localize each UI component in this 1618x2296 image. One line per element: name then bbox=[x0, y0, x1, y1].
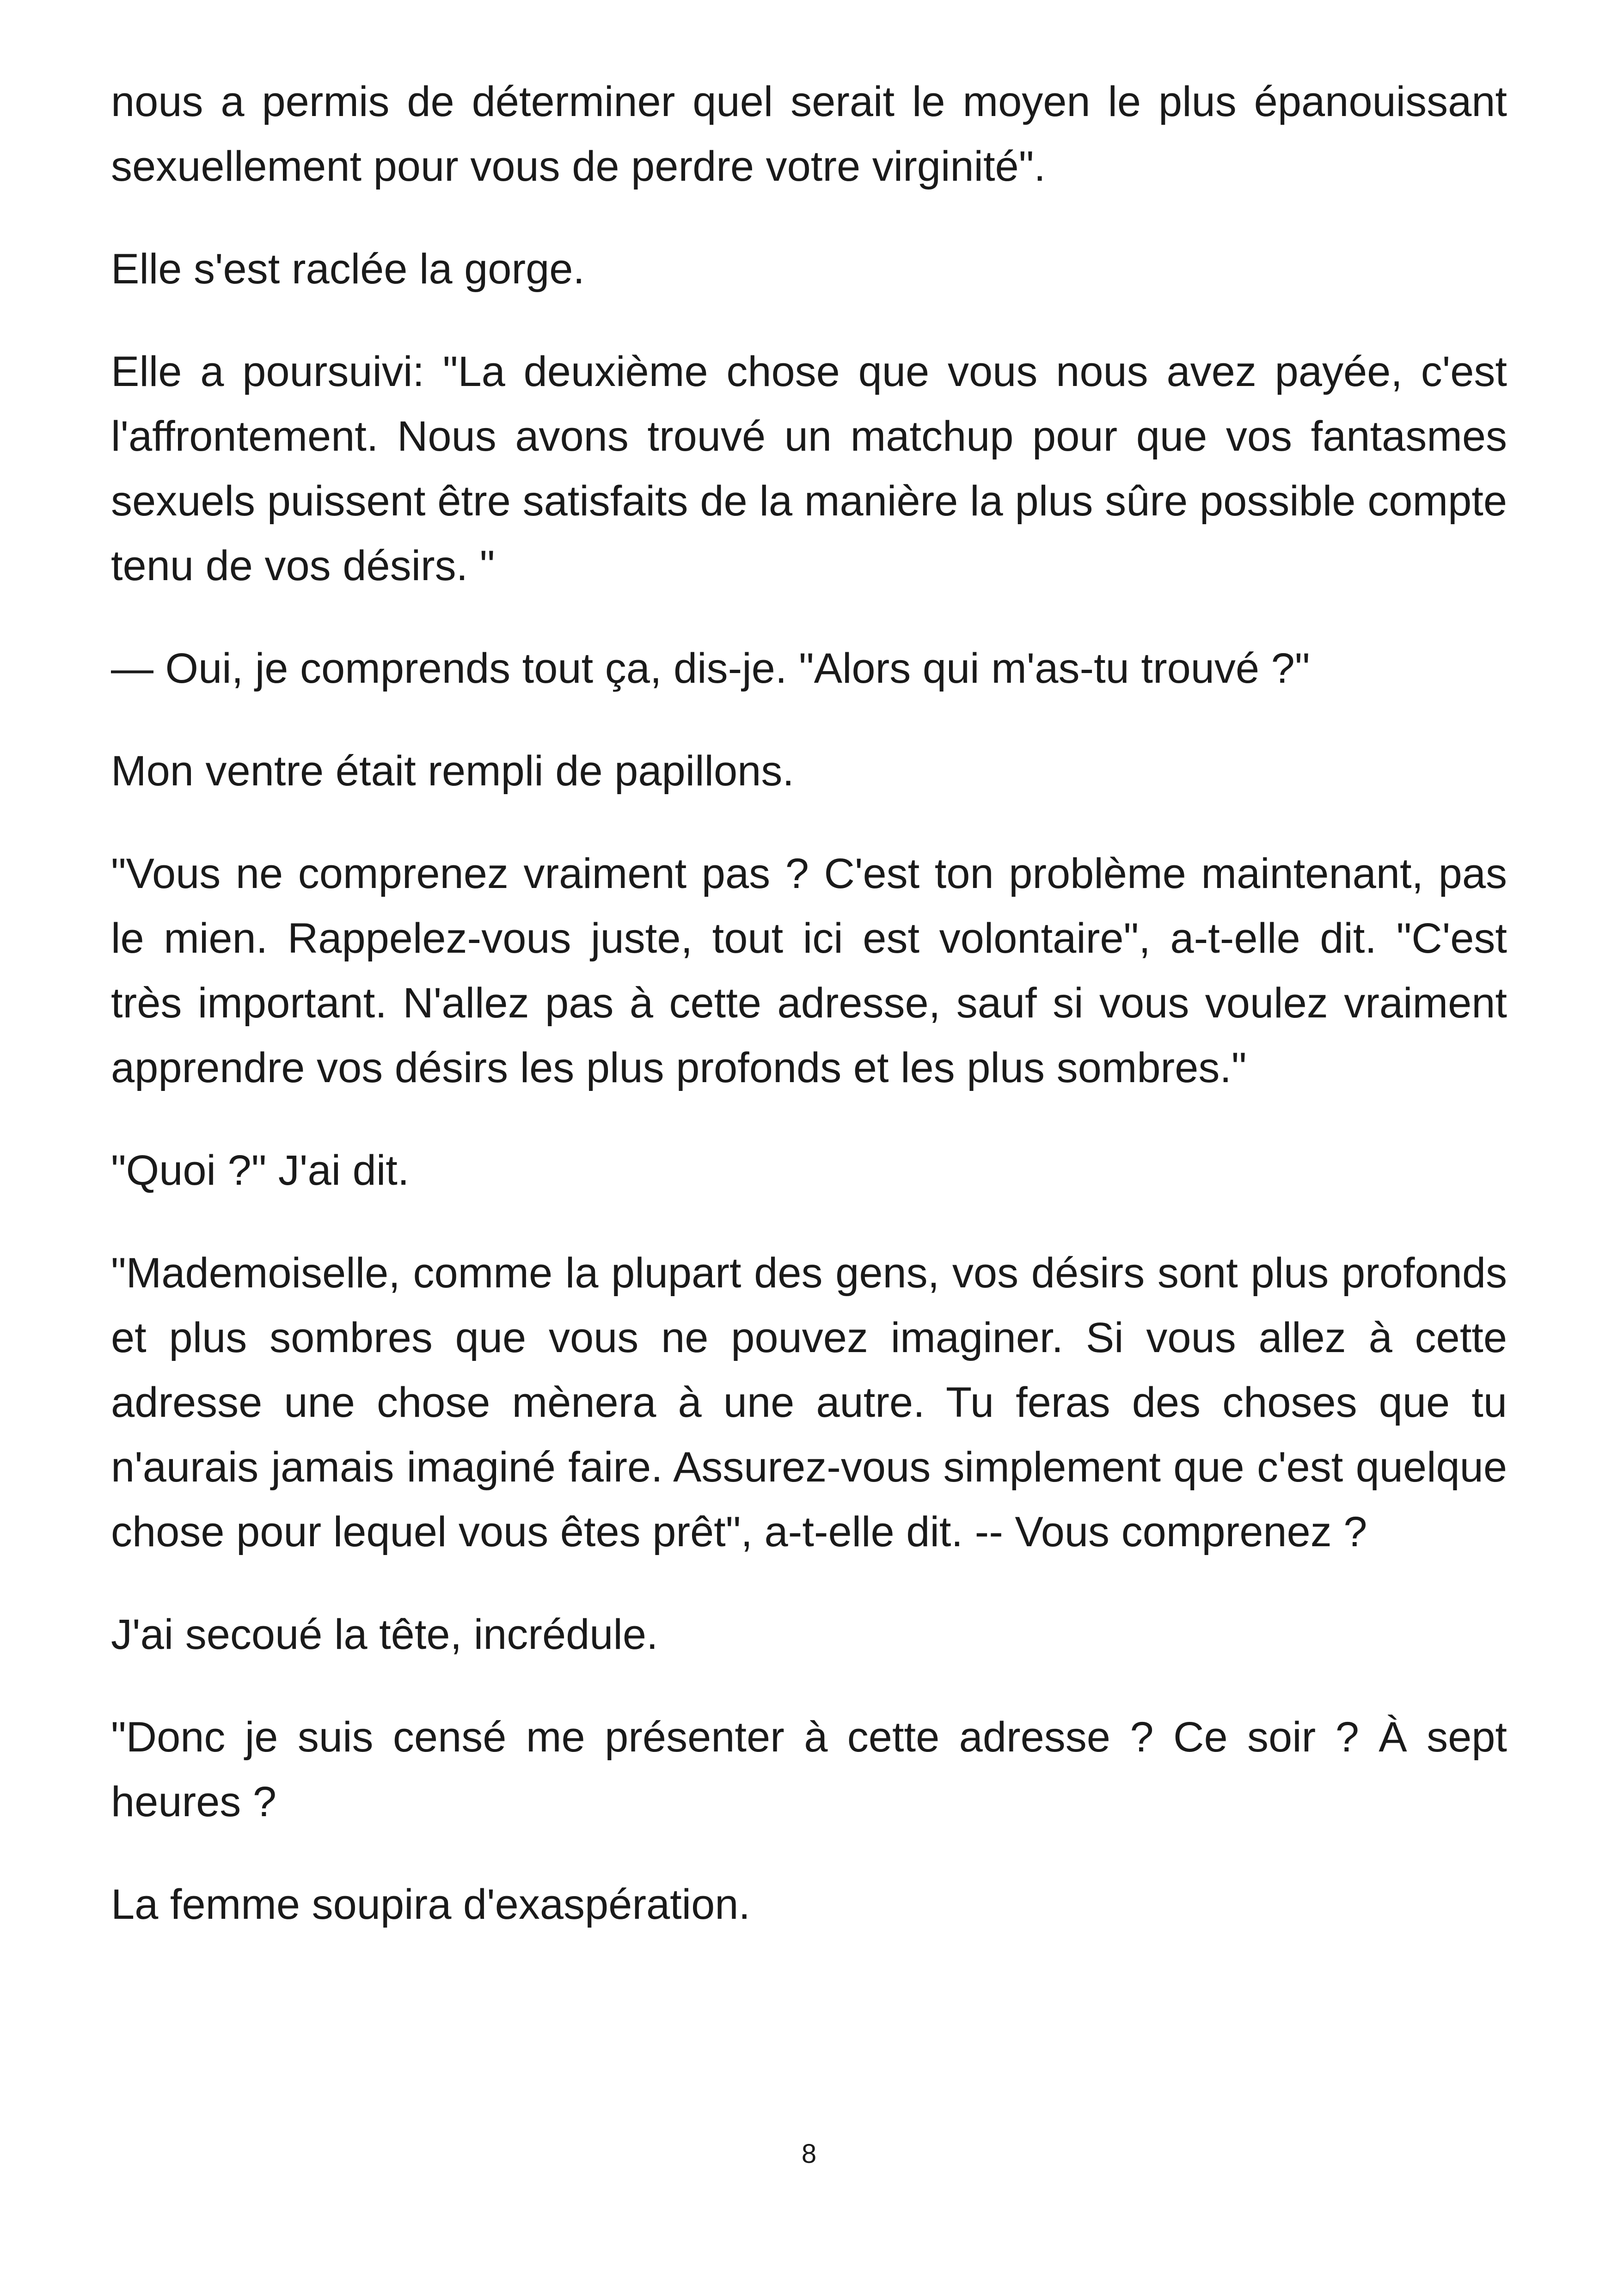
paragraph: "Mademoiselle, comme la plupart des gens, vos désirs sont plus profonds et plus sombres que vous ne pouvez imaginer. Si vous allez à cette adresse une chose mènera à une autre. Tu feras des choses que tu n'aurais jamais imaginé faire. Assurez-vous simplement que c'est quelque chose pour lequel vous êtes prêt", a-t-elle dit. -- Vous comprenez ? bbox=[111, 1249, 1507, 1555]
paragraph: nous a permis de déterminer quel serait le moyen le plus épanouissant sexuellement pour vous de perdre votre virginité". bbox=[111, 78, 1507, 190]
paragraph: "Quoi ?" J'ai dit. bbox=[111, 1147, 410, 1194]
paragraph: Mon ventre était rempli de papillons. bbox=[111, 747, 794, 795]
document-body bbox=[111, 69, 1507, 1975]
paragraph: J'ai secoué la tête, incrédule. bbox=[111, 1611, 658, 1658]
paragraph: Elle a poursuivi: "La deuxième chose que vous nous avez payée, c'est l'affrontement. Nous avons trouvé un matchup pour que vos fantasmes sexuels puissent être satisfaits de la manière la plus sûre possible compte tenu de vos désirs. " bbox=[111, 348, 1507, 589]
paragraph: Elle s'est raclée la gorge. bbox=[111, 245, 585, 293]
paragraph: — Oui, je comprends tout ça, dis-je. "Alors qui m'as-tu trouvé ?" bbox=[111, 645, 1310, 692]
page-number: 8 bbox=[801, 2139, 817, 2169]
paragraph: "Donc je suis censé me présenter à cette adresse ? Ce soir ? À sept heures ? bbox=[111, 1714, 1507, 1825]
paragraph: La femme soupira d'exaspération. bbox=[111, 1881, 751, 1928]
paragraph: "Vous ne comprenez vraiment pas ? C'est ton problème maintenant, pas le mien. Rappelez-vous juste, tout ici est volontaire", a-t-elle dit. "C'est très important. N'allez pas à cette adresse, sauf si vous voulez vraiment apprendre vos désirs les plus profonds et les plus sombres." bbox=[111, 850, 1507, 1091]
